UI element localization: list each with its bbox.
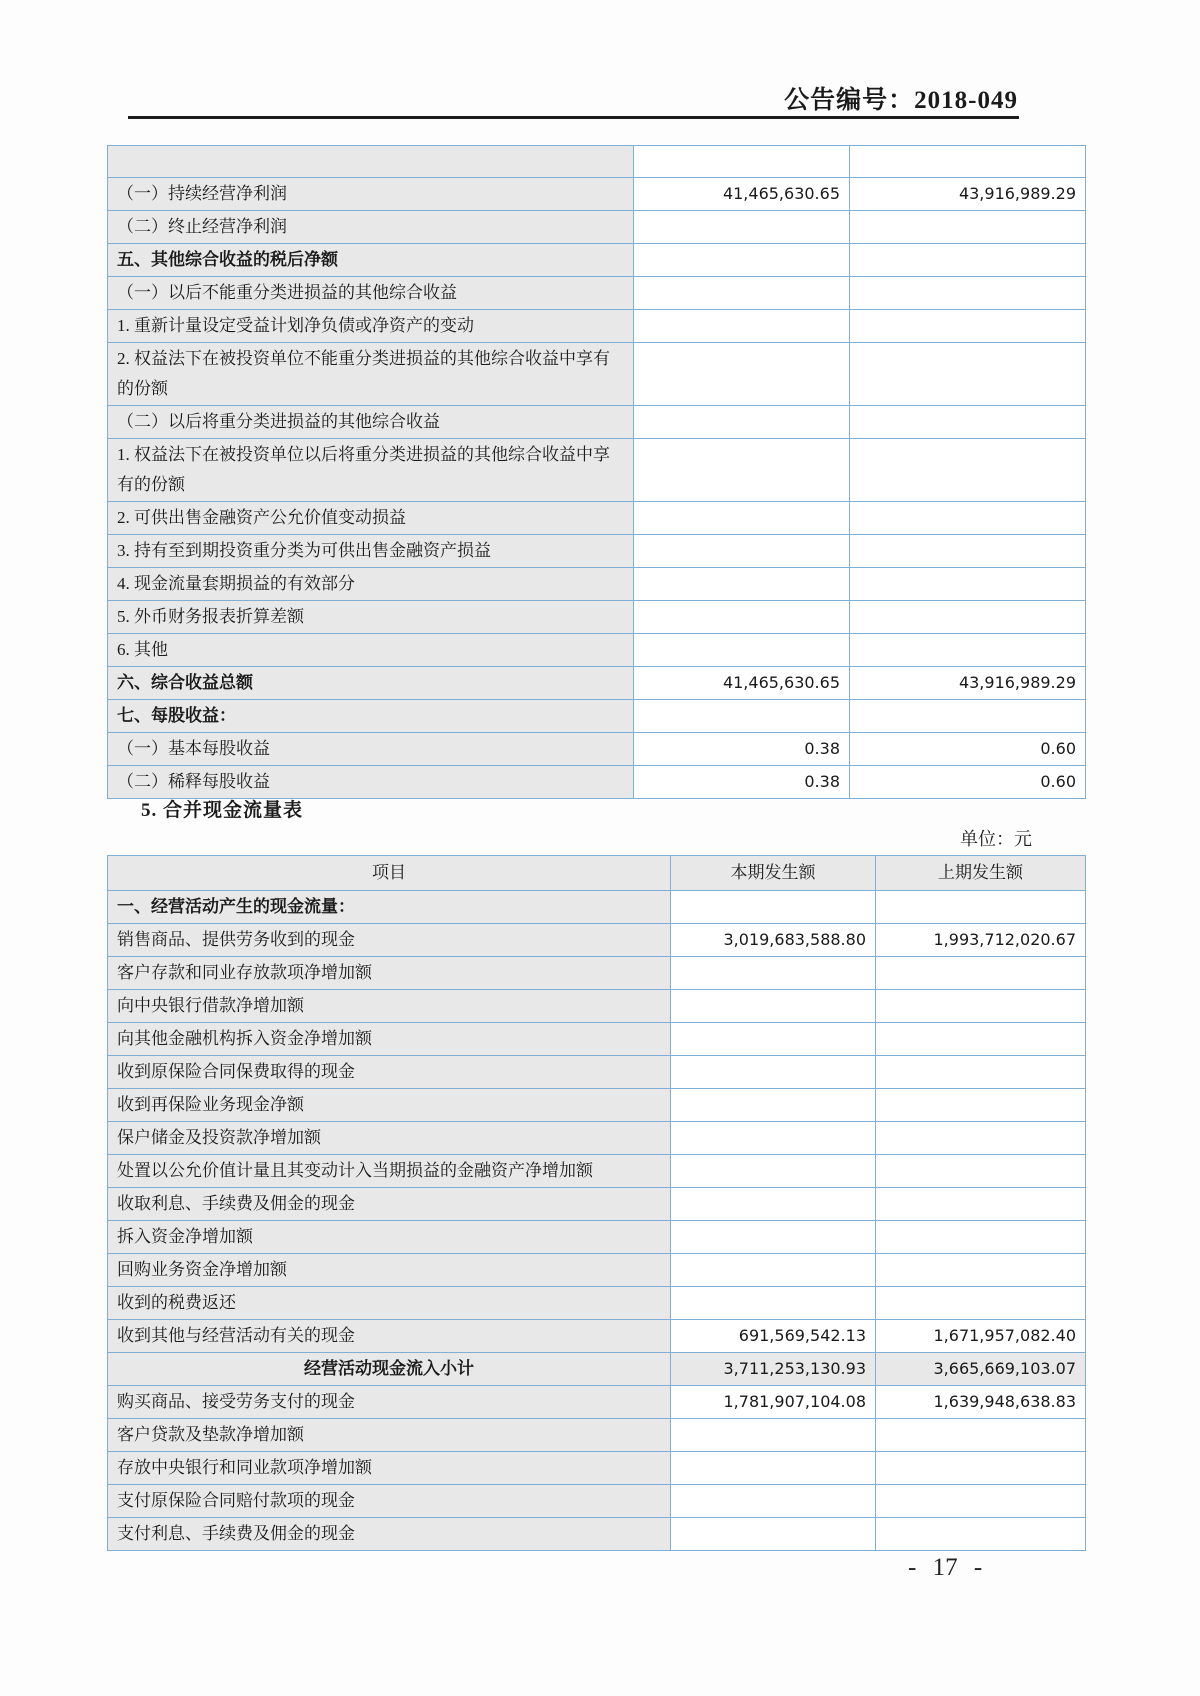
row-label: （二）稀释每股收益 (108, 766, 634, 799)
comprehensive-income-table (107, 145, 1086, 799)
prior-period-value (876, 1221, 1086, 1254)
current-period-value (671, 1188, 876, 1221)
table-row (108, 1056, 1086, 1089)
prior-period-value: 3,665,669,103.07 (876, 1353, 1086, 1386)
prior-period-value (850, 601, 1086, 634)
table-row (108, 1518, 1086, 1551)
table-row (108, 990, 1086, 1023)
row-label: 向中央银行借款净增加额 (108, 990, 671, 1023)
unit-label: 单位：元 (960, 829, 1032, 849)
current-period-value (634, 406, 850, 439)
row-label: 六、综合收益总额 (108, 667, 634, 700)
table-row (108, 568, 1086, 601)
table-row (108, 1320, 1086, 1353)
table-row (108, 439, 1086, 502)
table-row (108, 1287, 1086, 1320)
row-label: 2. 可供出售金融资产公允价值变动损益 (108, 502, 634, 535)
row-label: 一、经营活动产生的现金流量： (108, 891, 671, 924)
row-label: 3. 持有至到期投资重分类为可供出售金融资产损益 (108, 535, 634, 568)
prior-period-value: 1,993,712,020.67 (876, 924, 1086, 957)
page-number: - 17 - (908, 1554, 983, 1581)
prior-period-value (876, 1122, 1086, 1155)
current-period-value (671, 1254, 876, 1287)
table-row (108, 178, 1086, 211)
row-label: 收到的税费返还 (108, 1287, 671, 1320)
current-period-value (634, 568, 850, 601)
prior-period-value (876, 1056, 1086, 1089)
prior-period-value (850, 277, 1086, 310)
row-label: 回购业务资金净增加额 (108, 1254, 671, 1287)
prior-period-value (876, 1089, 1086, 1122)
row-label: （一）基本每股收益 (108, 733, 634, 766)
row-label: 客户贷款及垫款净增加额 (108, 1419, 671, 1452)
prior-period-value: 0.60 (850, 733, 1086, 766)
table-row (108, 766, 1086, 799)
table-header-row (108, 856, 1086, 891)
table-row (108, 277, 1086, 310)
row-label: 收到再保险业务现金净额 (108, 1089, 671, 1122)
row-label: 向其他金融机构拆入资金净增加额 (108, 1023, 671, 1056)
prior-period-value: 0.60 (850, 766, 1086, 799)
current-period-value (634, 634, 850, 667)
current-period-value: 3,711,253,130.93 (671, 1353, 876, 1386)
cash-flow-table (107, 855, 1086, 1551)
column-header: 项目 (108, 856, 671, 891)
current-period-value (634, 601, 850, 634)
prior-period-value: 43,916,989.29 (850, 667, 1086, 700)
row-label (108, 146, 634, 178)
current-period-value: 0.38 (634, 733, 850, 766)
prior-period-value (876, 990, 1086, 1023)
prior-period-value (850, 568, 1086, 601)
table-row (108, 244, 1086, 277)
row-label: 支付原保险合同赔付款项的现金 (108, 1485, 671, 1518)
prior-period-value: 43,916,989.29 (850, 178, 1086, 211)
current-period-value (671, 1518, 876, 1551)
table-row (108, 634, 1086, 667)
table-row (108, 1452, 1086, 1485)
current-period-value: 0.38 (634, 766, 850, 799)
column-header: 上期发生额 (876, 856, 1086, 891)
row-label: 存放中央银行和同业款项净增加额 (108, 1452, 671, 1485)
section-heading: 5. 合并现金流量表 (141, 800, 304, 821)
prior-period-value (850, 439, 1086, 502)
row-label: 处置以公允价值计量且其变动计入当期损益的金融资产净增加额 (108, 1155, 671, 1188)
announcement-number: 公告编号：2018-049 (784, 87, 1018, 114)
prior-period-value (876, 1518, 1086, 1551)
row-label: （一）持续经营净利润 (108, 178, 634, 211)
current-period-value (634, 700, 850, 733)
current-period-value (671, 1155, 876, 1188)
current-period-value (634, 502, 850, 535)
prior-period-value (850, 211, 1086, 244)
row-label: 6. 其他 (108, 634, 634, 667)
prior-period-value (850, 244, 1086, 277)
table-row (108, 1419, 1086, 1452)
current-period-value: 1,781,907,104.08 (671, 1386, 876, 1419)
current-period-value (671, 990, 876, 1023)
prior-period-value: 1,671,957,082.40 (876, 1320, 1086, 1353)
table-row (108, 1023, 1086, 1056)
row-label: 销售商品、提供劳务收到的现金 (108, 924, 671, 957)
table-row (108, 667, 1086, 700)
row-label: 拆入资金净增加额 (108, 1221, 671, 1254)
current-period-value (671, 1023, 876, 1056)
row-label: 收到其他与经营活动有关的现金 (108, 1320, 671, 1353)
current-period-value (634, 211, 850, 244)
table-row (108, 1353, 1086, 1386)
prior-period-value (876, 957, 1086, 990)
row-label: 2. 权益法下在被投资单位不能重分类进损益的其他综合收益中享有的份额 (108, 343, 634, 406)
current-period-value (634, 439, 850, 502)
current-period-value (671, 1452, 876, 1485)
current-period-value (634, 310, 850, 343)
current-period-value (634, 343, 850, 406)
table-row (108, 1485, 1086, 1518)
prior-period-value (850, 310, 1086, 343)
prior-period-value (850, 535, 1086, 568)
table-row (108, 211, 1086, 244)
table-row (108, 406, 1086, 439)
current-period-value: 41,465,630.65 (634, 667, 850, 700)
current-period-value (671, 1287, 876, 1320)
prior-period-value (876, 1419, 1086, 1452)
row-label: 1. 重新计量设定受益计划净负债或净资产的变动 (108, 310, 634, 343)
column-header: 本期发生额 (671, 856, 876, 891)
row-label: 购买商品、接受劳务支付的现金 (108, 1386, 671, 1419)
row-label: （一）以后不能重分类进损益的其他综合收益 (108, 277, 634, 310)
table-row (108, 957, 1086, 990)
current-period-value (671, 1056, 876, 1089)
table-row (108, 1188, 1086, 1221)
current-period-value (671, 1221, 876, 1254)
row-label: 经营活动现金流入小计 (108, 1353, 671, 1386)
prior-period-value (850, 406, 1086, 439)
current-period-value: 41,465,630.65 (634, 178, 850, 211)
prior-period-value (876, 1485, 1086, 1518)
table-row (108, 1155, 1086, 1188)
current-period-value (634, 535, 850, 568)
row-label: （二）终止经营净利润 (108, 211, 634, 244)
prior-period-value (850, 700, 1086, 733)
row-label: 1. 权益法下在被投资单位以后将重分类进损益的其他综合收益中享有的份额 (108, 439, 634, 502)
table-row (108, 343, 1086, 406)
row-label: 5. 外币财务报表折算差额 (108, 601, 634, 634)
current-period-value: 3,019,683,588.80 (671, 924, 876, 957)
table-row (108, 310, 1086, 343)
table-row (108, 700, 1086, 733)
row-label: （二）以后将重分类进损益的其他综合收益 (108, 406, 634, 439)
prior-period-value (876, 1023, 1086, 1056)
current-period-value (671, 1089, 876, 1122)
prior-period-value (876, 1287, 1086, 1320)
prior-period-value (876, 1155, 1086, 1188)
prior-period-value: 1,639,948,638.83 (876, 1386, 1086, 1419)
prior-period-value (850, 502, 1086, 535)
table-row (108, 601, 1086, 634)
table-row (108, 733, 1086, 766)
row-label: 收到原保险合同保费取得的现金 (108, 1056, 671, 1089)
current-period-value (671, 1419, 876, 1452)
table-row (108, 1122, 1086, 1155)
current-period-value (671, 957, 876, 990)
table-row (108, 891, 1086, 924)
prior-period-value (876, 1452, 1086, 1485)
current-period-value (671, 1122, 876, 1155)
current-period-value (671, 891, 876, 924)
table-row (108, 1254, 1086, 1287)
current-period-value (634, 244, 850, 277)
table-row (108, 1089, 1086, 1122)
prior-period-value (850, 146, 1086, 178)
table-row (108, 502, 1086, 535)
row-label: 七、每股收益： (108, 700, 634, 733)
current-period-value (634, 146, 850, 178)
row-label: 保户储金及投资款净增加额 (108, 1122, 671, 1155)
row-label: 客户存款和同业存放款项净增加额 (108, 957, 671, 990)
current-period-value (671, 1485, 876, 1518)
row-label: 收取利息、手续费及佣金的现金 (108, 1188, 671, 1221)
prior-period-value (876, 1254, 1086, 1287)
header-divider (128, 116, 1019, 119)
prior-period-value (876, 891, 1086, 924)
prior-period-value (876, 1188, 1086, 1221)
table-row (108, 1221, 1086, 1254)
row-label: 4. 现金流量套期损益的有效部分 (108, 568, 634, 601)
table-row (108, 924, 1086, 957)
row-label: 五、其他综合收益的税后净额 (108, 244, 634, 277)
row-label: 支付利息、手续费及佣金的现金 (108, 1518, 671, 1551)
table-row (108, 146, 1086, 178)
current-period-value (634, 277, 850, 310)
table-row (108, 535, 1086, 568)
table-row (108, 1386, 1086, 1419)
current-period-value: 691,569,542.13 (671, 1320, 876, 1353)
prior-period-value (850, 634, 1086, 667)
prior-period-value (850, 343, 1086, 406)
